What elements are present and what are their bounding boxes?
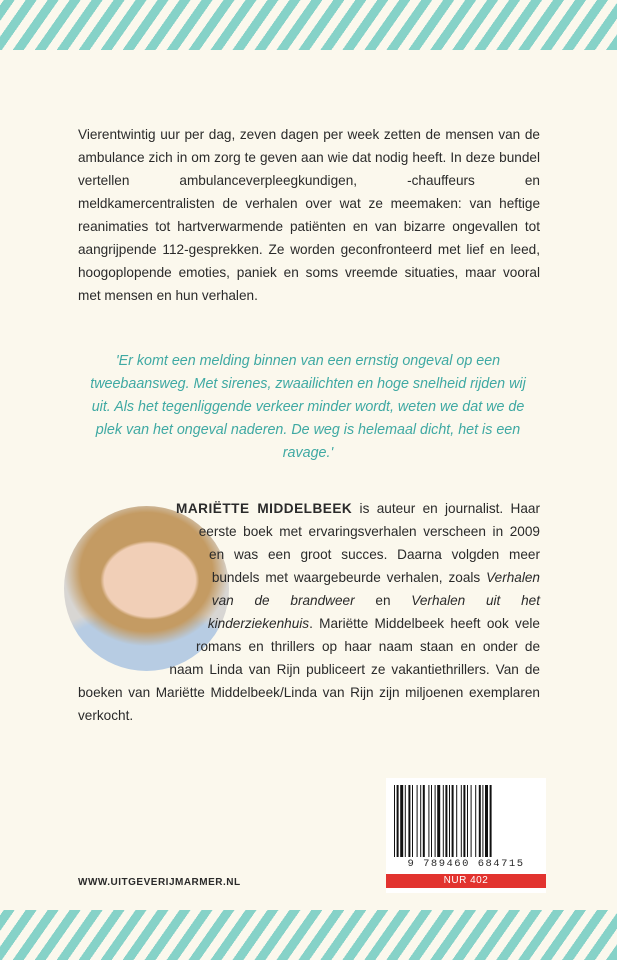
barcode-bar	[428, 785, 429, 857]
barcode-bar	[475, 785, 476, 857]
bottom-stripe-border	[0, 910, 617, 960]
pull-quote: 'Er komt een melding binnen van een ernstig ongeval op een tweebaansweg. Met sirenes, zwaailichten en hoge snelheid rijden wij uit. Als het tegenliggende verkeer minder wordt, weten we dat we de plek van het ongeval naderen. De weg is helemaal dicht, het is een ravage.'	[90, 353, 526, 461]
author-bio	[78, 497, 540, 727]
barcode-bar	[479, 785, 481, 857]
barcode-bar	[437, 785, 440, 857]
back-cover-blurb: Vierentwintig uur per dag, zeven dagen per week zetten de mensen van de ambulance zich in om zorg te geven aan wie dat nodig heeft. In deze bundel vertellen ambulanceverpleegkundigen, -chauffeurs en meldkamercentralisten de verhalen over wat ze meemaken: van heftige reanimaties tot hartverwarmende patiënten en van bizarre ongevallen tot aangrijpende 112-gesprekken. Ze worden geconfronteerd met lief en leed, hoogoplopende emoties, paniek en soms vreemde situaties, maar vooral met mensen en hun verhalen.	[78, 127, 540, 303]
bio-text-1: is auteur en journalist. Haar eerste boek met ervaringsverhalen verscheen in 2009 en was een groot succes. Daarna volgden meer bundels met waargebeurde verhalen, zoals	[198, 501, 541, 585]
barcode-bars	[394, 785, 538, 857]
barcode-bar	[417, 785, 418, 857]
book-title-brandweer: Verhalen van de brandweer	[211, 570, 540, 608]
barcode-bar	[449, 785, 450, 857]
barcode-bar	[463, 785, 465, 857]
barcode-bar	[467, 785, 468, 857]
barcode-bar	[452, 785, 454, 857]
bio-text-3: . Mariëtte Middelbeek heeft ook vele romans en thrillers op haar naam staan en onder de naam Linda van Rijn publiceert ze vakantiethrillers. Van de boeken van Mariëtte Middelbeek/Linda van Rijn zijn miljoenen exemplaren verkocht.	[78, 616, 540, 723]
barcode-bar	[423, 785, 425, 857]
barcode-bar	[394, 785, 395, 857]
nur-code: NUR 402	[386, 874, 546, 888]
barcode-bar	[443, 785, 444, 857]
barcode-bar	[456, 785, 457, 857]
barcode-bar	[482, 785, 483, 857]
author-name: MARIËTTE MIDDELBEEK	[176, 501, 353, 516]
barcode-bar	[485, 785, 488, 857]
barcode-bar	[412, 785, 413, 857]
barcode-bar	[408, 785, 410, 857]
isbn-barcode	[386, 778, 546, 893]
barcode-bar	[431, 785, 432, 857]
bio-text-2: en	[354, 593, 412, 608]
top-stripe-border	[0, 0, 617, 50]
barcode-bar	[405, 785, 406, 857]
book-title-kinderziekenhuis: Verhalen uit het kinderziekenhuis	[207, 593, 541, 631]
barcode-bar	[490, 785, 492, 857]
barcode-bar	[400, 785, 403, 857]
isbn-digits: 9 789460 684715	[407, 858, 525, 870]
barcode-bar	[461, 785, 462, 857]
barcode-bar	[397, 785, 399, 857]
barcode-bar	[435, 785, 436, 857]
barcode-bar	[471, 785, 472, 857]
barcode-bar	[445, 785, 447, 857]
barcode-bar	[420, 785, 421, 857]
publisher-website: WWW.UITGEVERIJMARMER.NL	[78, 877, 241, 888]
